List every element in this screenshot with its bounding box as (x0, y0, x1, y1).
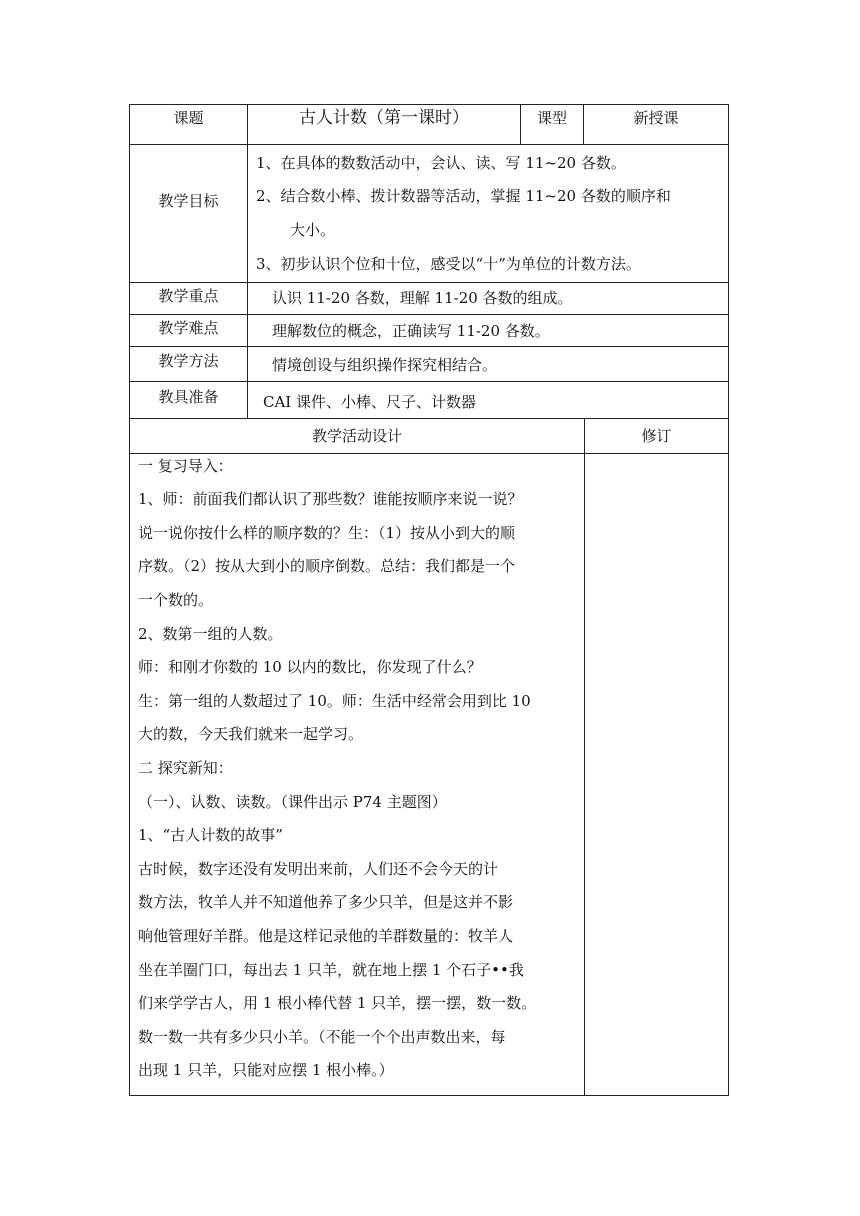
topic-label: 课题 (173, 109, 204, 127)
design-line: 师：和刚才你数的 10 以内的数比，你发现了什么？ (138, 658, 482, 676)
key-point-value: 认识 11-20 各数，理解 11-20 各数的组成。 (272, 289, 573, 307)
design-line: 一个数的。 (138, 591, 214, 609)
objective-line: 3、初步认识个位和十位，感受以“十”为单位的计数方法。 (256, 255, 641, 273)
table-rule (129, 346, 729, 347)
method-label: 教学方法 (158, 352, 219, 370)
design-line: 序数。（2）按从大到小的顺序倒数。总结：我们都是一个 (138, 557, 516, 575)
table-rule (129, 144, 729, 145)
design-line: 数一数一共有多少只小羊。（不能一个个出声数出来，每 (138, 1028, 506, 1046)
tools-value: CAI 课件、小棒、尺子、计数器 (263, 393, 477, 411)
design-line: 2、数第一组的人数。 (138, 625, 283, 643)
topic-value: 古人计数（第一课时） (299, 108, 469, 128)
design-line: （一）、认数、读数。（课件出示 P74 主题图） (138, 793, 447, 811)
design-line: 们来学学古人，用 1 根小棒代替 1 只羊，摆一摆，数一数。 (138, 994, 537, 1012)
design-line: 大的数，今天我们就来一起学习。 (138, 725, 364, 743)
table-rule (129, 104, 130, 1096)
objective-line: 1、在具体的数数活动中，会认、读、写 11~20 各数。 (256, 154, 626, 172)
objectives-label: 教学目标 (158, 192, 219, 210)
difficulty-value: 理解数位的概念，正确读写 11-20 各数。 (272, 322, 550, 340)
design-line: 1、师：前面我们都认识了那些数？谁能按顺序来说一说？ (138, 490, 523, 508)
design-line: 古时候，数字还没有发明出来前，人们还不会今天的计 (138, 860, 499, 878)
design-line: 一 复习导入： (138, 457, 233, 475)
table-rule (129, 381, 729, 382)
table-rule (584, 418, 585, 1096)
objective-line: 大小。 (290, 221, 336, 239)
revise-header: 修订 (641, 427, 672, 445)
table-rule (129, 418, 729, 419)
design-line: 生：第一组的人数超过了 10。师：生活中经常会用到比 10 (138, 692, 531, 710)
table-rule (129, 314, 729, 315)
tools-label: 教具准备 (158, 388, 219, 406)
table-rule (129, 453, 729, 454)
objective-line: 2、结合数小棒、拨计数器等活动，掌握 11~20 各数的顺序和 (256, 187, 671, 205)
design-line: 1、“古人计数的故事” (138, 826, 283, 844)
design-line: 数方法，牧羊人并不知道他养了多少只羊，但是这并不影 (138, 893, 514, 911)
design-line: 坐在羊圈门口，每出去 1 只羊，就在地上摆 1 个石子••我 (138, 961, 524, 979)
design-line: 说一说你按什么样的顺序数的？生：（1）按从小到大的顺 (138, 524, 516, 542)
key-point-label: 教学重点 (158, 287, 219, 305)
design-line: 响他管理好羊群。他是这样记录他的羊群数量的：牧羊人 (138, 927, 514, 945)
type-value: 新授课 (633, 109, 679, 127)
table-rule (247, 104, 248, 418)
design-line: 出现 1 只羊，只能对应摆 1 根小棒。） (138, 1061, 394, 1079)
table-rule (129, 1095, 729, 1096)
table-rule (129, 104, 729, 105)
design-line: 二 探究新知： (138, 759, 233, 777)
design-header: 教学活动设计 (311, 427, 402, 445)
table-rule (728, 104, 729, 1096)
table-rule (129, 282, 729, 283)
type-label: 课型 (536, 109, 567, 127)
difficulty-label: 教学难点 (158, 319, 219, 337)
method-value: 情境创设与组织操作探究相结合。 (272, 356, 498, 374)
